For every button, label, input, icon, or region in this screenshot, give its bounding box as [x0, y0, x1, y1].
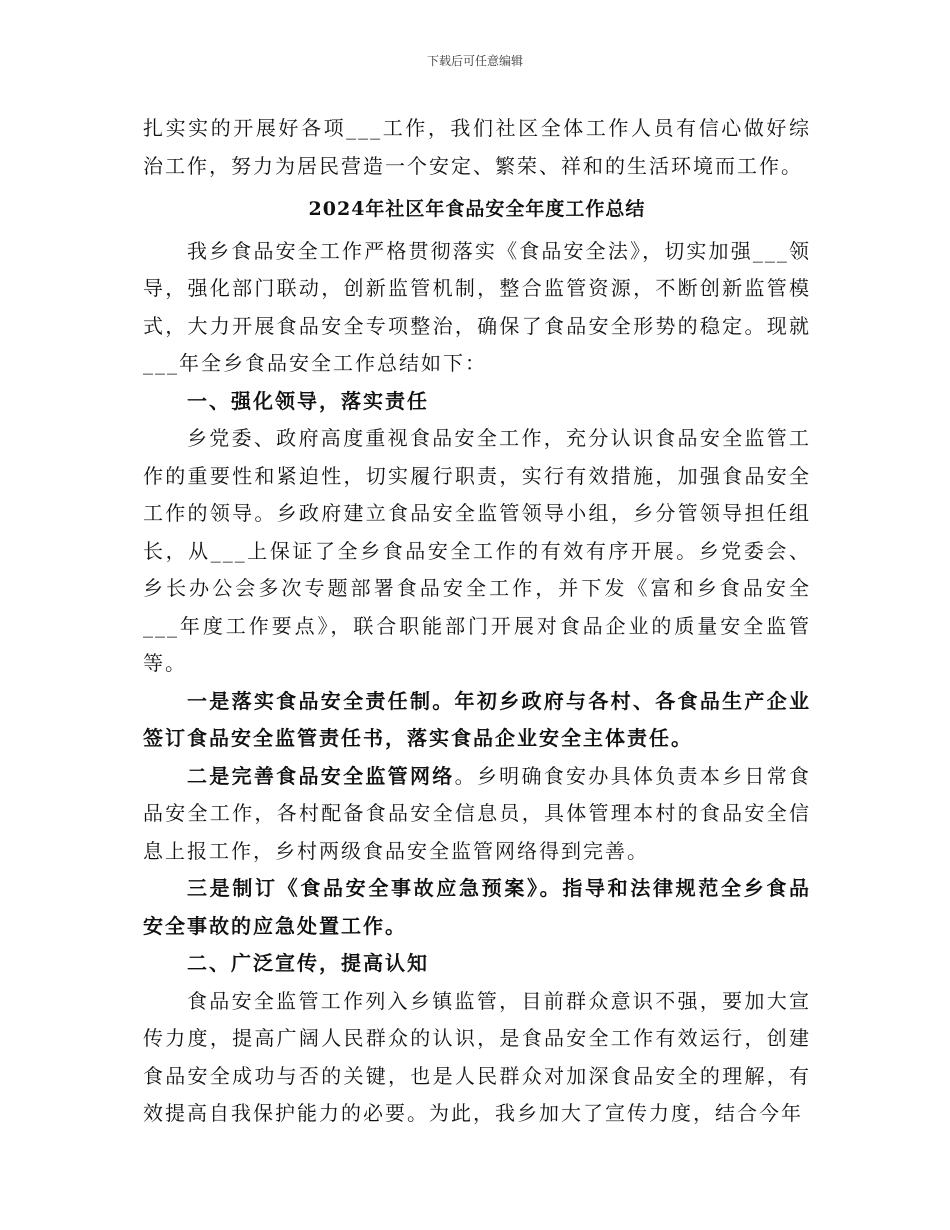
paragraph-continuation: 扎实实的开展好各项___工作，我们社区全体工作人员有信心做好综治工作，努力为居民营造一个安定、繁荣、祥和的生活环境而工作。	[143, 116, 811, 178]
paragraph-publicity: 食品安全监管工作列入乡镇监管，目前群众意识不强，要加大宣传力度，提高广阔人民群众的认识，是食品安全工作有效运行，创建食品安全成功与否的关键，也是人民群众对加深食品安全的理解，有效提高自我保护能力的必要。为此，我乡加大了宣传力度，结合今年	[143, 988, 811, 1125]
section-heading-1: 一、强化领导，落实责任	[187, 388, 429, 413]
paragraph-network-lead: 二是完善食品安全监管网络	[187, 763, 455, 788]
paragraph-intro: 我乡食品安全工作严格贯彻落实《食品安全法》，切实加强___领导，强化部门联动，创新监管机制，整合监管资源，不断创新监管模式，大力开展食品安全专项整治，确保了食品安全形势的稳定。现就___年全乡食品安全工作总结如下：	[143, 238, 811, 375]
paragraph-responsibility: 一是落实食品安全责任制。年初乡政府与各村、各食品生产企业签订食品安全监管责任书，落实食品企业安全主体责任。	[143, 688, 811, 750]
section-heading-2: 二、广泛宣传，提高认知	[187, 951, 429, 975]
paragraph-leadership: 乡党委、政府高度重视食品安全工作，充分认识食品安全监管工作的重要性和紧迫性，切实履行职责，实行有效措施，加强食品安全工作的领导。乡政府建立食品安全监管领导小组，乡分管领导担任组长，从___上保证了全乡食品安全工作的有效有序开展。乡党委会、乡长办公会多次专题部署食品安全工作，并下发《富和乡食品安全___年度工作要点》，联合职能部门开展对食品企业的质量安全监管等。	[143, 426, 811, 675]
page-header: 下载后可任意编辑	[426, 54, 523, 68]
paragraph-network	[143, 758, 811, 871]
paragraph-network-text: 。乡明确食安办具体负责本乡日常食品安全工作，各村配备食品安全信息员，具体管理本村的食品安全信息上报工作，乡村两级食品安全监管网络得到完善。	[143, 763, 812, 863]
document-body	[143, 110, 811, 1133]
document-title: 2024年社区年食品安全年度工作总结	[308, 198, 646, 220]
paragraph-emergency-plan: 三是制订《食品安全事故应急预案》。指导和法律规范全乡食品安全事故的应急处置工作。	[143, 876, 811, 938]
